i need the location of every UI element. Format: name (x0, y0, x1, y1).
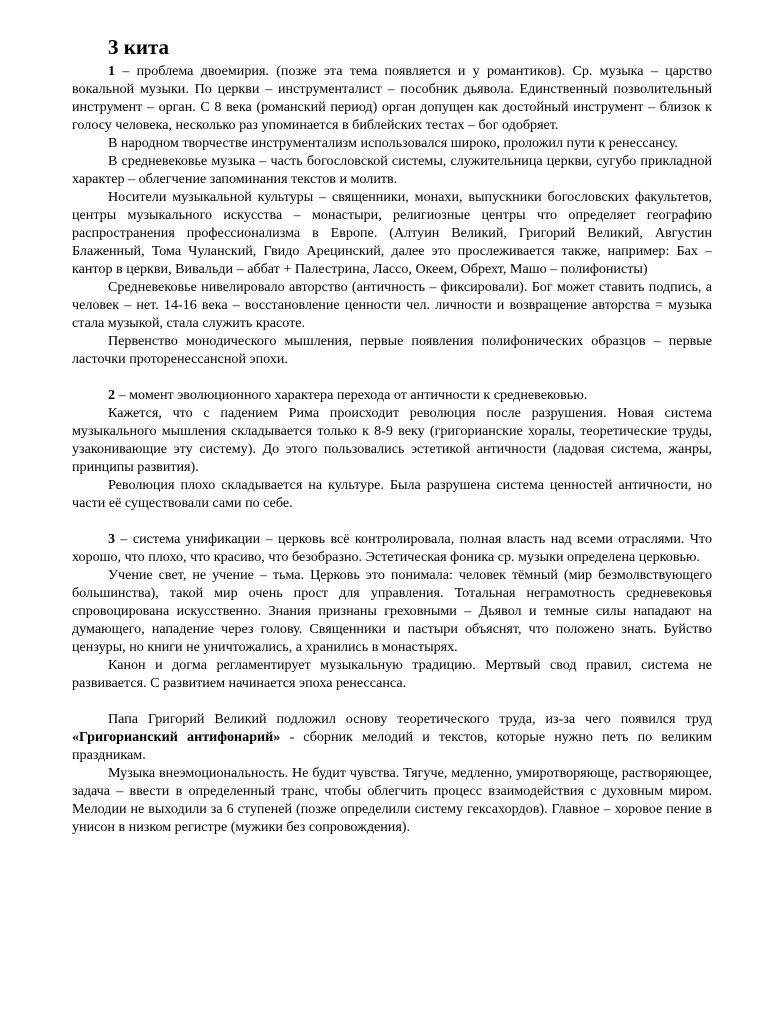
section-1-paragraph-1 (72, 62, 712, 134)
section-4-paragraph-1 (72, 710, 712, 764)
spacer (72, 512, 712, 530)
section-1-paragraph-5: Средневековье нивелировало авторство (античность – фиксировали). Бог может ставить подпись, а человек – нет. 14-16 века – восстановление ценности чел. личности и возвращение авторства = музыка стала музыкой, стала служить красоте. (72, 279, 712, 331)
section-1-number: 1 (108, 63, 116, 79)
section-2 (72, 386, 712, 512)
section-2-paragraph-3: Революция плохо складывается на культуре. Была разрушена система ценностей античности, но части её существовали сами по себе. (72, 477, 712, 511)
section-3-paragraph-1-text: – система унификации – церковь всё контролировала, полная власть над всеми отраслями. Что хорошо, что плохо, что красиво, что безобразно. Эстетическая фоника ср. музыки определена церковью. (72, 531, 712, 565)
section-1-paragraph-1-text: – проблема двоемирия. (позже эта тема появляется и у романтиков). Ср. музыка – царство вокальной музыки. По церкви – инструменталист – пособник дьявола. Единственный позволительный инструмент – орган. С 8 века (романский период) орган допущен как достойный инструмент – близок к голосу человека, несколько раз упоминается в библейских тестах – бог одобряет. (72, 63, 712, 133)
section-1 (72, 62, 712, 368)
section-2-paragraph-1-text: – момент эволюционного характера перехода от античности к средневековью. (115, 387, 588, 403)
section-4 (72, 710, 712, 836)
section-3-paragraph-3: Канон и догма регламентирует музыкальную традицию. Мертвый свод правил, система не развивается. С развитием начинается эпоха ренессанса. (72, 657, 712, 691)
section-3 (72, 530, 712, 692)
section-1-paragraph-6: Первенство монодического мышления, первые появления полифонических образцов – первые ласточки проторенессансной эпохи. (72, 333, 712, 367)
section-3-paragraph-1 (72, 530, 712, 566)
section-4-paragraph-1-end: - сборник мелодий и текстов, которые нужно петь по великим праздникам. (72, 729, 712, 763)
spacer (72, 368, 712, 386)
section-1-paragraph-3: В средневековье музыка – часть богословской системы, служительница церкви, сугубо прикладной характер – облегчение запоминания текстов и молитв. (72, 153, 712, 187)
section-1-paragraph-4: Носители музыкальной культуры – священники, монахи, выпускники богословских факультетов, центры музыкального искусства – монастыри, религиозные центры что определяет географию распространения профессионализма в Европе. (Алтуин Великий, Григорий Великий, Августин Блаженный, Тома Чуланский, Гвидо Арецинский, далее это прослеживается также, например: Бах – кантор в церкви, Вивальди – аббат + Палестрина, Лассо, Океем, Обрехт, Машо – полифонисты) (72, 189, 712, 277)
section-3-paragraph-2: Учение свет, не учение – тьма. Церковь это понимала: человек тёмный (мир безмолвствующего большинства), такой мир очень прост для управления. Тотальная неграмотность средневековья спровоцирована искусственно. Знания признаны греховными – Дьявол и темные силы нападают на думающего, нападение через голову. Священники и пастыри объяснят, что положено знать. Буйство цензуры, но книги не уничтожались, а хранились в монастырях. (72, 567, 712, 655)
section-3-number: 3 (108, 531, 116, 547)
section-1-paragraph-2: В народном творчестве инструментализм использовался широко, проложил пути к ренессансу. (108, 135, 678, 151)
section-4-paragraph-2: Музыка внеэмоциональность. Не будит чувства. Тягуче, медленно, умиротворяюще, растворяющее, задача – ввести в определенный транс, чтобы облегчить процесс взаимодействия с духовным миром. Мелодии не выходили за 6 ступеней (позже определили систему гексахордов). Главное – хоровое пение в унисон в низком регистре (мужики без сопровождения). (72, 765, 712, 835)
spacer (72, 692, 712, 710)
section-2-number: 2 (108, 387, 116, 403)
section-2-paragraph-2: Кажется, что с падением Рима происходит революция после разрушения. Новая система музыкального мышления складывается только к 8-9 веку (григорианские хоралы, теоретические труды, узаконивающие эту систему). До этого пользовались эстетикой античности (ладовая система, жанры, принципы развития). (72, 405, 712, 475)
document-title: 3 кита (108, 35, 170, 59)
section-4-paragraph-1-start: Папа Григорий Великий подложил основу теоретического труда, из-за чего появился труд (108, 711, 712, 727)
antiphonary-title: «Григорианский антифонарий» (72, 729, 281, 745)
section-2-paragraph-1 (72, 386, 712, 404)
document-page (72, 32, 712, 836)
